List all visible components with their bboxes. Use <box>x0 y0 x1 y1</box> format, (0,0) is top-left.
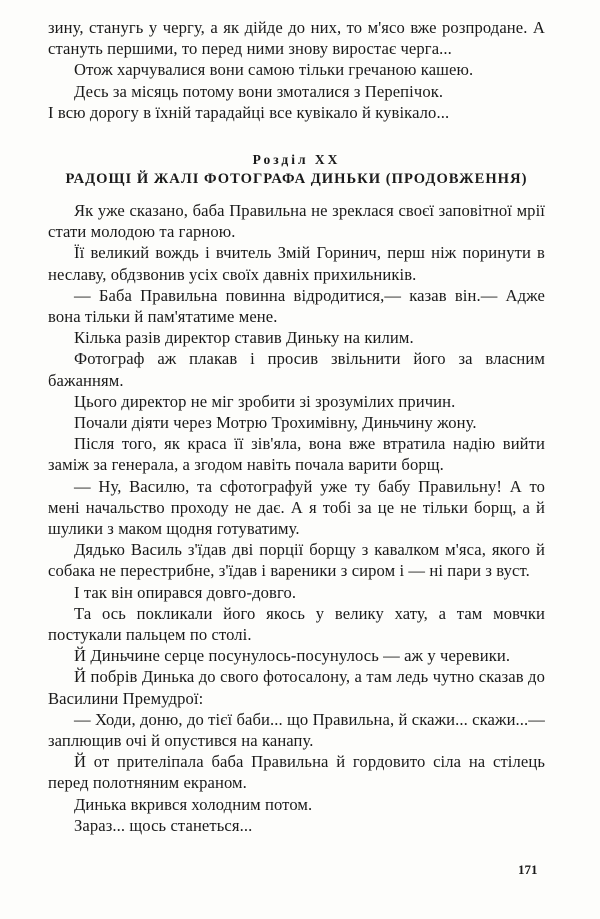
paragraph: Десь за місяць потому вони змоталися з Перепічок. <box>74 81 444 101</box>
chapter-heading <box>48 151 545 189</box>
page-number: 171 <box>518 862 538 877</box>
paragraph: Й от прителіпала баба Правильна й гордовито сіла на стілець перед полотняним екраном. <box>48 752 545 793</box>
paragraph: Дядько Василь з'їдав дві порції борщу з кавалком м'яса, якого й собака не перестрибне, з'їдав і вареники з сиром і — ні пари з вуст. <box>48 540 545 581</box>
paragraph: Цього директор не міг зробити зі зрозумілих причин. <box>74 391 456 411</box>
paragraph: Отож харчувалися вони самою тільки гречаною кашею. <box>74 60 474 80</box>
paragraph: — Ходи, доню, до тієї баби... що Правильна, й скажи... скажи...— заплющив очі й опустився на канапу. <box>48 709 545 751</box>
paragraph: — Баба Правильна повинна відродитися,— казав він.— Адже вона тільки й пам'ятатиме мене. <box>48 285 545 327</box>
text-before-chapter <box>48 17 545 123</box>
chapter-title: РАДОЩІ Й ЖАЛІ ФОТОГРАФА ДИНЬКИ (ПРОДОВЖЕННЯ) <box>65 171 528 187</box>
paragraph: Як уже сказано, баба Правильна не зреклася своєї заповітної мрії стати молодою та гарною. <box>48 201 545 242</box>
paragraph: Й побрів Динька до свого фотосалону, а там ледь чутно сказав до Василини Премудрої: <box>48 667 545 708</box>
paragraph: І так він опирався довго-довго. <box>74 582 297 602</box>
paragraph: Фотограф аж плакав і просив звільнити його за власним бажанням. <box>48 349 545 390</box>
paragraph: Її великий вождь і вчитель Змій Горинич, перш ніж поринути в неславу, обдзвонив усіх своїх давніх прихильників. <box>48 243 545 284</box>
paragraph: Кілька разів директор ставив Диньку на килим. <box>74 328 414 348</box>
paragraph: Після того, як краса її зів'яла, вона вже втратила надію вийти заміж за генерала, а згодом навіть почала варити борщ. <box>48 434 545 475</box>
paragraph: Й Диньчине серце посунулось-посунулось — аж у черевики. <box>74 646 511 666</box>
paragraph: І всю дорогу в їхній тарадайці все кувікало й кувікало... <box>48 102 450 122</box>
chapter-label: Розділ XX <box>252 152 341 167</box>
paragraph: — Ну, Василю, та сфотографуй уже ту бабу Правильну! А то мені начальство проходу не дає. А я тобі за це не тільки борщ, а й шулики з маком щодня готуватиму. <box>48 476 545 539</box>
paragraph: Та ось покликали його якось у велику хату, а там мовчки постукали пальцем по столі. <box>48 603 545 645</box>
paragraph: Почали діяти через Мотрю Трохимівну, Диньчину жону. <box>74 413 477 433</box>
chapter-body <box>48 200 545 836</box>
paragraph: Динька вкрився холодним потом. <box>74 794 313 814</box>
paragraph: зину, станугь у чергу, а як дійде до них, то м'ясо вже розпродане. А стануть першими, то перед ними знову виростає черга... <box>48 18 545 59</box>
paragraph: Зараз... щось станеться... <box>74 815 253 835</box>
